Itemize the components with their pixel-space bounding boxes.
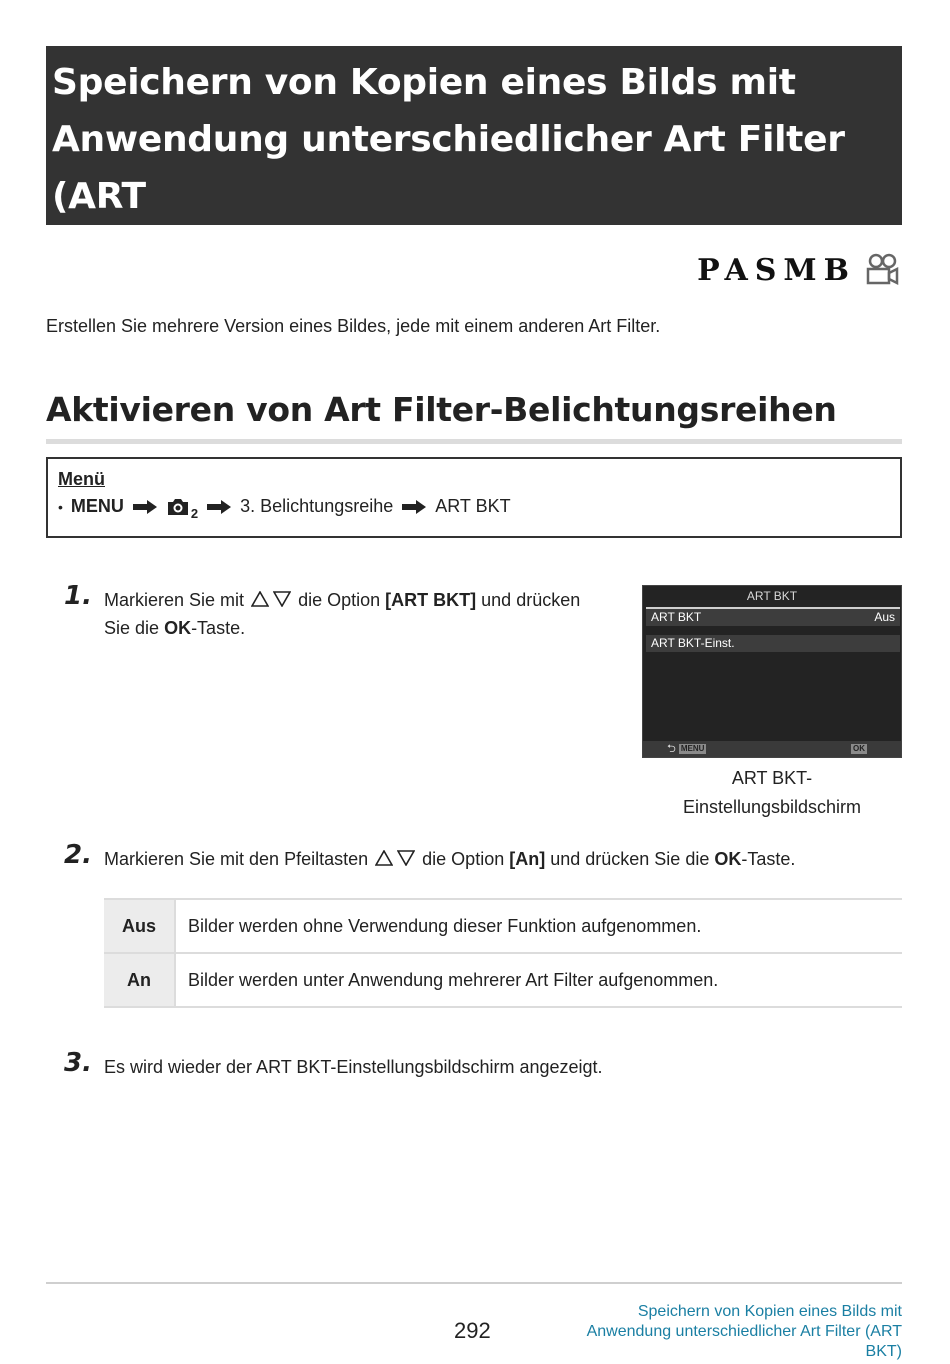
- footer-link-line[interactable]: Anwendung unterschiedlicher Art Filter (ART: [586, 1323, 902, 1340]
- menu-box: [46, 457, 902, 538]
- step-number: 1.: [64, 581, 92, 611]
- bullet: •: [58, 498, 63, 515]
- footer-divider: [46, 1282, 902, 1284]
- table-row: [104, 953, 902, 1007]
- ok-key-label: OK: [714, 849, 742, 869]
- option-key: Aus: [104, 899, 175, 953]
- screen-row-value: Aus: [874, 610, 895, 624]
- mode-letters: PASMB: [697, 252, 856, 288]
- option-label: [An]: [509, 849, 546, 869]
- back-hint: [667, 743, 706, 755]
- up-triangle-icon: [375, 846, 393, 862]
- title-line: BKT): [52, 233, 148, 274]
- down-triangle-icon: [397, 846, 415, 862]
- tab-subscript: 2: [190, 505, 199, 521]
- screen-row-label: ART BKT: [651, 610, 702, 624]
- option-description: Bilder werden ohne Verwendung dieser Funktion aufgenommen.: [175, 899, 902, 953]
- menu-heading: Menü: [58, 469, 105, 489]
- screen-row-art-bkt: [646, 607, 900, 626]
- menu-path: [58, 496, 890, 521]
- step-text-part: und drücken: [481, 590, 581, 610]
- footer-link-line[interactable]: Speichern von Kopien eines Bilds mit: [637, 1303, 902, 1320]
- shooting-modes: [697, 252, 900, 288]
- movie-camera-icon: [864, 252, 900, 288]
- step-number: 3.: [64, 1048, 92, 1078]
- title-line: Speichern von Kopien eines Bilds mit: [52, 62, 796, 103]
- option-description: Bilder werden unter Anwendung mehrerer Art Filter aufgenommen.: [175, 953, 902, 1007]
- menu-target: ART BKT: [435, 496, 511, 516]
- screen-title: ART BKT: [746, 589, 798, 603]
- caption-line: ART BKT-: [731, 768, 813, 788]
- step-2-text: [104, 845, 902, 873]
- section-title: Aktivieren von Art Filter-Belichtungsreihen: [46, 390, 902, 444]
- screen-footer: [643, 741, 901, 757]
- menu-key: MENU: [70, 496, 124, 516]
- screen-caption: [642, 764, 902, 822]
- footer-section-link[interactable]: [522, 1302, 902, 1362]
- step-text-part: Markieren Sie mit den Pfeiltasten: [104, 849, 369, 869]
- step-text-part: und drücken Sie die: [550, 849, 710, 869]
- step-text-part: -Taste.: [741, 849, 796, 869]
- menu-item: 3. Belichtungsreihe: [240, 496, 394, 516]
- arrow-right-icon: [132, 499, 158, 515]
- step-text-part: Sie die: [104, 618, 160, 638]
- footer-link-line[interactable]: BKT): [865, 1343, 902, 1360]
- page-title: [52, 54, 896, 282]
- ok-button-label: OK: [853, 744, 865, 753]
- options-table: [104, 898, 902, 1008]
- step-text-part: Markieren Sie mit: [104, 590, 245, 610]
- step-text-part: die Option: [422, 849, 505, 869]
- up-triangle-icon: [251, 587, 269, 603]
- option-key: An: [104, 953, 175, 1007]
- back-arrow-icon: ⮌: [667, 743, 676, 755]
- table-row: [104, 899, 902, 953]
- step-number: 2.: [64, 840, 92, 870]
- ok-key-label: OK: [164, 618, 192, 638]
- intro-text: Erstellen Sie mehrere Version eines Bildes, jede mit einem anderen Art Filter.: [46, 316, 661, 336]
- arrow-right-icon: [206, 499, 232, 515]
- title-line: Anwendung unterschiedlicher Art Filter (ART: [52, 119, 845, 217]
- down-triangle-icon: [273, 587, 291, 603]
- arrow-right-icon: [401, 499, 427, 515]
- option-label: [ART BKT]: [385, 590, 477, 610]
- menu-button-label: MENU: [680, 744, 705, 753]
- step-1-text: [104, 586, 624, 642]
- step-3-text: Es wird wieder der ART BKT-Einstellungsbildschirm angezeigt.: [104, 1057, 603, 1077]
- step-text-part: -Taste.: [191, 618, 246, 638]
- camera-menu-tab-icon: [166, 497, 199, 521]
- camera-screen: [642, 585, 902, 758]
- page-number: 292: [454, 1318, 491, 1343]
- step-text-part: die Option: [298, 590, 381, 610]
- caption-line: Einstellungsbildschirm: [682, 797, 862, 817]
- screen-row-art-bkt-settings: ART BKT-Einst.: [646, 635, 900, 652]
